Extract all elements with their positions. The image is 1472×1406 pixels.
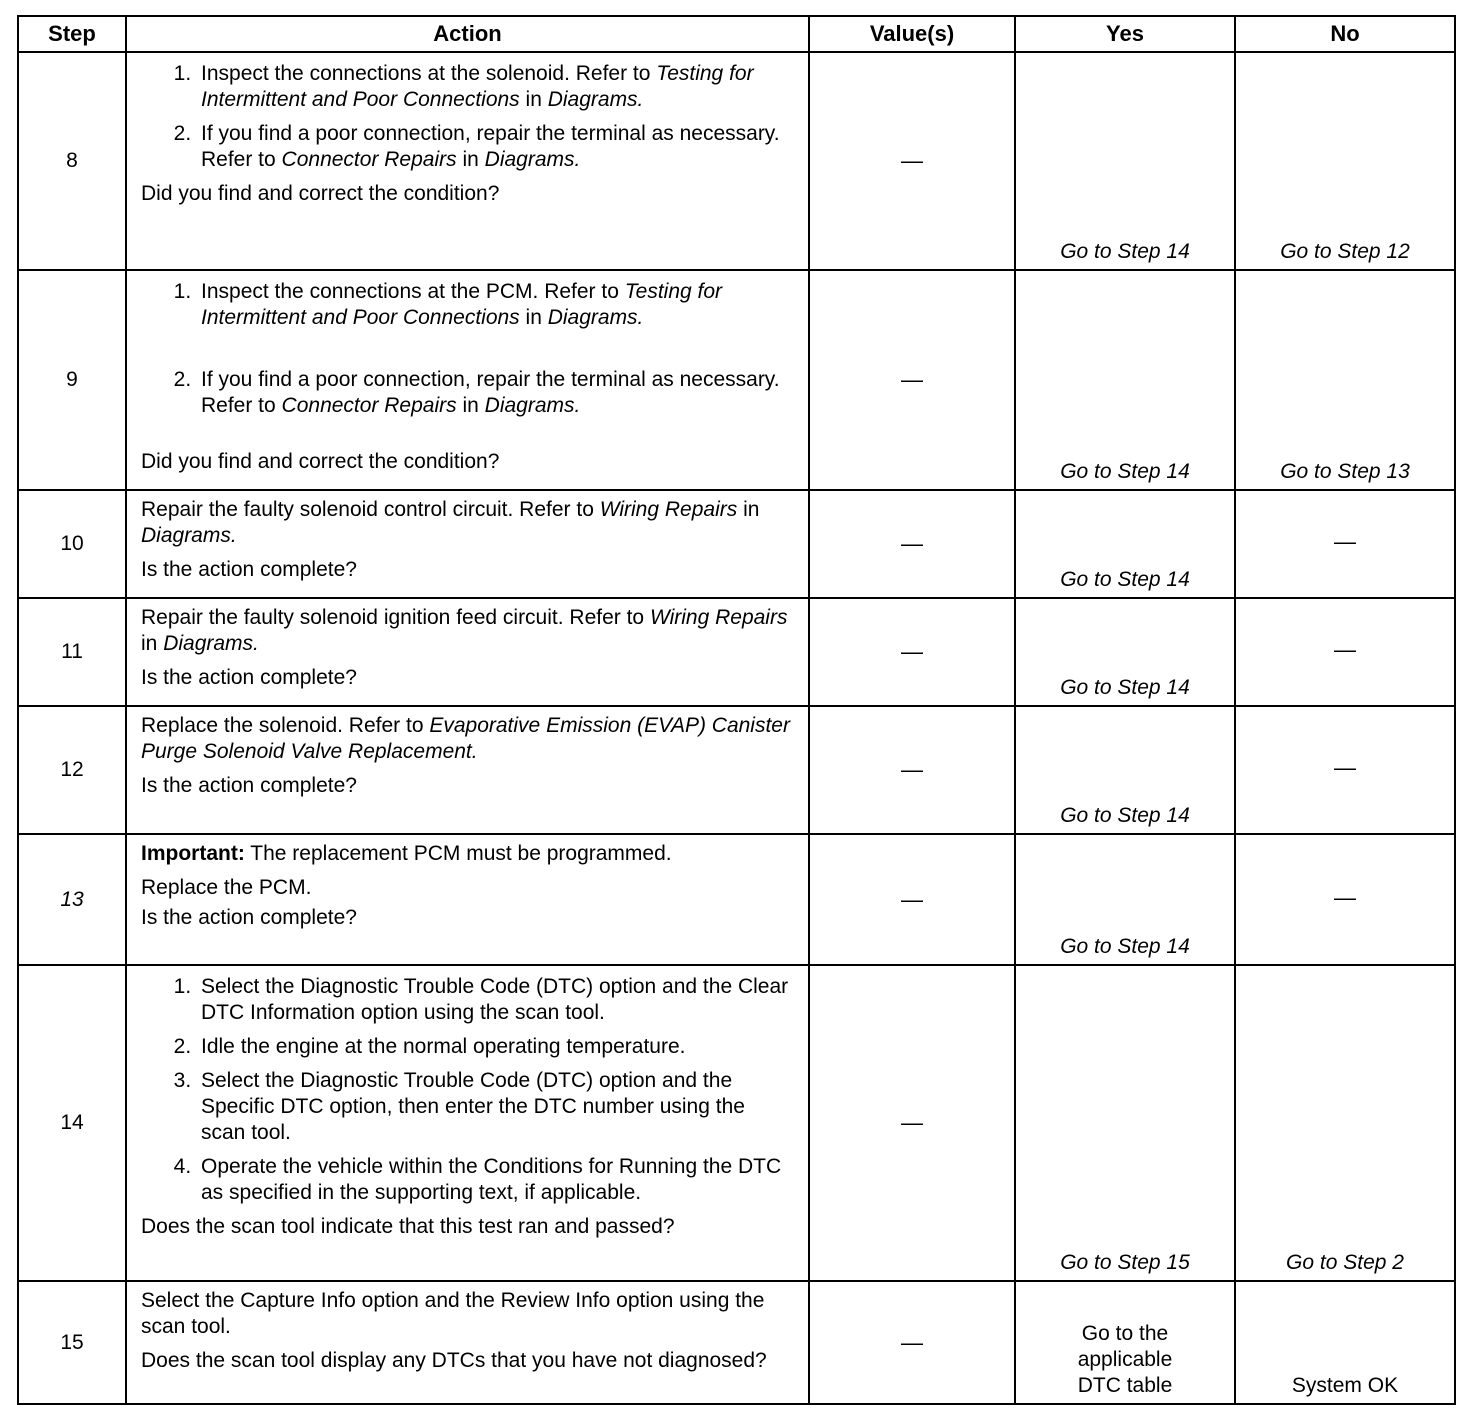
yes-cell: Go to the applicable DTC table — [1015, 1281, 1235, 1404]
action-text: Replace the PCM. — [141, 876, 312, 899]
header-no: No — [1235, 16, 1455, 52]
step-number: 8 — [18, 52, 126, 270]
action-text: Replace the solenoid. Refer to Evaporative Emission (EVAP) Canister Purge Solenoid Valve Replacement. — [141, 714, 790, 763]
step-number: 14 — [18, 965, 126, 1281]
table-row — [18, 490, 1455, 598]
action-text: Select the Capture Info option and the Review Info option using the scan tool. — [141, 1289, 765, 1338]
step-number: 11 — [18, 598, 126, 706]
yes-cell: Go to Step 14 — [1015, 490, 1235, 598]
action-item: 1. Inspect the connections at the PCM. Refer to Testing for Intermittent and Poor Connections in Diagrams. — [197, 279, 792, 331]
yes-cell: Go to Step 14 — [1015, 834, 1235, 965]
action-item: 2. Idle the engine at the normal operating temperature. — [197, 1034, 792, 1060]
no-cell: — — [1235, 706, 1455, 834]
action-cell — [126, 834, 809, 965]
action-item: 1. Inspect the connections at the solenoid. Refer to Testing for Intermittent and Poor Connections in Diagrams. — [197, 61, 792, 113]
table-row — [18, 52, 1455, 270]
action-cell — [126, 1281, 809, 1404]
header-step: Step — [18, 16, 126, 52]
header-values: Value(s) — [809, 16, 1015, 52]
header-action: Action — [126, 16, 809, 52]
action-question: Is the action complete? — [141, 774, 357, 797]
header-row — [18, 16, 1455, 52]
value-cell: — — [809, 52, 1015, 270]
action-item: 3. Select the Diagnostic Trouble Code (DTC) option and the Specific DTC option, then enter the DTC number using the scan tool. — [197, 1068, 792, 1146]
action-question: Did you find and correct the condition? — [141, 450, 500, 473]
yes-cell: Go to Step 14 — [1015, 52, 1235, 270]
action-item: 4. Operate the vehicle within the Conditions for Running the DTC as specified in the supporting text, if applicable. — [197, 1154, 792, 1206]
action-cell — [126, 490, 809, 598]
no-cell: Go to Step 2 — [1235, 965, 1455, 1281]
step-number: 12 — [18, 706, 126, 834]
action-question: Did you find and correct the condition? — [141, 182, 500, 205]
header-yes: Yes — [1015, 16, 1235, 52]
action-question: Does the scan tool indicate that this test ran and passed? — [141, 1215, 675, 1238]
value-cell: — — [809, 1281, 1015, 1404]
action-item: 1. Select the Diagnostic Trouble Code (DTC) option and the Clear DTC Information option using the scan tool. — [197, 974, 792, 1026]
yes-cell: Go to Step 14 — [1015, 598, 1235, 706]
value-cell: — — [809, 598, 1015, 706]
action-list — [141, 974, 792, 1206]
action-item: 2. If you find a poor connection, repair the terminal as necessary. Refer to Connector Repairs in Diagrams. — [197, 121, 792, 173]
step-number: 9 — [18, 270, 126, 490]
action-question: Does the scan tool display any DTCs that you have not diagnosed? — [141, 1349, 767, 1372]
value-cell: — — [809, 270, 1015, 490]
value-cell: — — [809, 965, 1015, 1281]
important-label: Important: — [141, 842, 245, 865]
no-cell: Go to Step 12 — [1235, 52, 1455, 270]
table-row — [18, 965, 1455, 1281]
step-number: 10 — [18, 490, 126, 598]
no-cell: Go to Step 13 — [1235, 270, 1455, 490]
action-list — [141, 279, 792, 419]
value-cell: — — [809, 834, 1015, 965]
action-question: Is the action complete? — [141, 558, 357, 581]
no-cell: System OK — [1235, 1281, 1455, 1404]
no-cell: — — [1235, 598, 1455, 706]
yes-cell: Go to Step 15 — [1015, 965, 1235, 1281]
diagnostic-table — [17, 15, 1456, 1405]
action-item: 2. If you find a poor connection, repair the terminal as necessary. Refer to Connector Repairs in Diagrams. — [197, 367, 792, 419]
action-cell — [126, 270, 809, 490]
action-text: Repair the faulty solenoid control circuit. Refer to Wiring Repairs in Diagrams. — [141, 498, 760, 547]
table-row — [18, 270, 1455, 490]
no-cell: — — [1235, 490, 1455, 598]
yes-cell: Go to Step 14 — [1015, 706, 1235, 834]
value-cell: — — [809, 490, 1015, 598]
action-cell — [126, 52, 809, 270]
action-list — [141, 61, 792, 173]
important-note: Important: The replacement PCM must be programmed. — [141, 842, 672, 865]
no-cell: — — [1235, 834, 1455, 965]
table-row — [18, 706, 1455, 834]
action-cell — [126, 598, 809, 706]
action-cell — [126, 965, 809, 1281]
value-cell: — — [809, 706, 1015, 834]
table-row — [18, 1281, 1455, 1404]
action-question: Is the action complete? — [141, 906, 357, 929]
action-text: Repair the faulty solenoid ignition feed circuit. Refer to Wiring Repairs in Diagrams. — [141, 606, 788, 655]
action-question: Is the action complete? — [141, 666, 357, 689]
table-row — [18, 834, 1455, 965]
yes-cell: Go to Step 14 — [1015, 270, 1235, 490]
step-number: 13 — [18, 834, 126, 965]
step-number: 15 — [18, 1281, 126, 1404]
table-row — [18, 598, 1455, 706]
action-cell — [126, 706, 809, 834]
